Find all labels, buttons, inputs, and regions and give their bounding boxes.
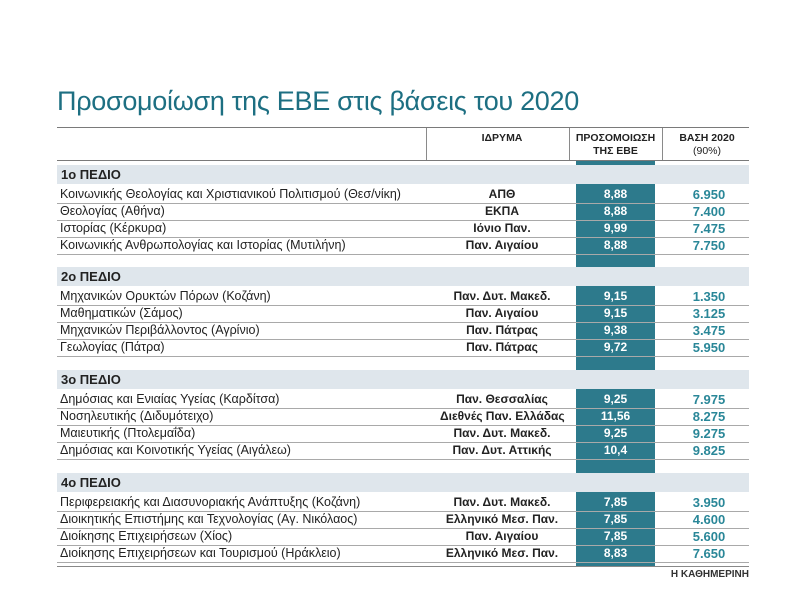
header-separator [569, 128, 570, 160]
table-row [57, 528, 749, 546]
base-score: 5.950 [692, 340, 726, 355]
section-label: 4ο ΠΕΔΙΟ [61, 475, 121, 490]
column-header-base-line1: ΒΑΣΗ 2020 [679, 132, 735, 144]
table-row [57, 494, 749, 512]
base-score: 7.750 [692, 238, 726, 253]
simulation-score: 11,56 [600, 409, 631, 423]
simulation-score: 7,85 [603, 495, 628, 509]
table-row [57, 237, 749, 255]
base-score: 7.475 [692, 221, 726, 236]
column-header-institution-label: ΙΔΡΥΜΑ [481, 132, 523, 144]
simulation-score: 10,4 [603, 443, 628, 457]
simulation-score: 7,85 [603, 529, 628, 543]
department-name: Θεολογίας (Αθήνα) [60, 204, 165, 218]
department-name: Διοίκησης Επιχειρήσεων και Τουρισμού (Ηράκλειο) [60, 546, 341, 560]
section-label: 3ο ΠΕΔΙΟ [61, 372, 121, 387]
base-score: 7.975 [692, 392, 726, 407]
table-row [57, 203, 749, 221]
column-header-institution [440, 132, 564, 145]
table-row [57, 186, 749, 204]
base-score: 1.350 [692, 289, 726, 304]
table-row [57, 545, 749, 563]
table-row [57, 305, 749, 323]
table-row [57, 288, 749, 306]
institution-name: Παν. Θεσσαλίας [456, 392, 548, 406]
table-row [57, 511, 749, 529]
institution-name: Παν. Αιγαίου [465, 529, 539, 543]
base-score: 4.600 [692, 512, 726, 527]
base-score: 7.650 [692, 546, 726, 561]
simulation-score: 9,15 [603, 306, 628, 320]
department-name: Δημόσιας και Ενιαίας Υγείας (Καρδίτσα) [60, 392, 280, 406]
source-credit: Η ΚΑΘΗΜΕΡΙΝΗ [670, 569, 749, 580]
footer-rule [57, 566, 749, 567]
table-row [57, 391, 749, 409]
header-separator [662, 128, 663, 160]
section-header [57, 165, 749, 184]
department-name: Νοσηλευτικής (Διδυμότειχο) [60, 409, 214, 423]
institution-name: Διεθνές Παν. Ελλάδας [440, 409, 565, 423]
section-header [57, 267, 749, 286]
department-name: Διοίκησης Επιχειρήσεων (Χίος) [60, 529, 233, 543]
institution-name: Παν. Δυτ. Μακεδ. [453, 495, 551, 509]
simulation-score: 8,83 [603, 546, 628, 560]
simulation-score: 9,72 [603, 340, 628, 354]
institution-name: Παν. Πάτρας [466, 340, 538, 354]
simulation-score: 7,85 [603, 512, 628, 526]
department-name: Μηχανικών Ορυκτών Πόρων (Κοζάνη) [60, 289, 271, 303]
institution-name: Παν. Αιγαίου [465, 306, 539, 320]
base-score: 5.600 [692, 529, 726, 544]
department-name: Γεωλογίας (Πάτρα) [60, 340, 165, 354]
department-name: Μαιευτικής (Πτολεμαΐδα) [60, 426, 196, 440]
base-score: 9.825 [692, 443, 726, 458]
table-row [57, 339, 749, 357]
simulation-score: 9,15 [603, 289, 628, 303]
title-rule [57, 127, 749, 128]
simulation-score: 9,25 [603, 392, 628, 406]
header-rule [57, 160, 749, 161]
table-row [57, 425, 749, 443]
base-score: 8.275 [692, 409, 726, 424]
institution-name: Ελληνικό Μεσ. Παν. [445, 512, 559, 526]
column-header-base [665, 132, 749, 158]
section-label: 1ο ΠΕΔΙΟ [61, 167, 121, 182]
department-name: Δημόσιας και Κοινοτικής Υγείας (Αιγάλεω) [60, 443, 291, 457]
base-score: 3.950 [692, 495, 726, 510]
table-row [57, 442, 749, 460]
column-header-simulation-line2: ΤΗΣ ΕΒΕ [593, 145, 638, 157]
table-row [57, 408, 749, 426]
department-name: Περιφερειακής και Διασυνοριακής Ανάπτυξης (Κοζάνη) [60, 495, 361, 509]
section-header [57, 370, 749, 389]
simulation-score: 9,38 [603, 323, 628, 337]
simulation-score: 8,88 [603, 238, 628, 252]
institution-name: ΑΠΘ [488, 187, 516, 201]
institution-name: Ελληνικό Μεσ. Παν. [445, 546, 559, 560]
base-score: 3.475 [692, 323, 726, 338]
department-name: Μηχανικών Περιβάλλοντος (Αγρίνιο) [60, 323, 260, 337]
header-separator [426, 128, 427, 160]
department-name: Κοινωνικής Ανθρωπολογίας και Ιστορίας (Μυτιλήνη) [60, 238, 346, 252]
section-header [57, 473, 749, 492]
base-score: 3.125 [692, 306, 726, 321]
institution-name: Ιόνιο Παν. [473, 221, 531, 235]
department-name: Ιστορίας (Κέρκυρα) [60, 221, 167, 235]
department-name: Μαθηματικών (Σάμος) [60, 306, 183, 320]
institution-name: Παν. Αιγαίου [465, 238, 539, 252]
simulation-score: 9,25 [603, 426, 628, 440]
simulation-score: 9,99 [603, 221, 628, 235]
table-row [57, 322, 749, 340]
simulation-score: 8,88 [603, 187, 628, 201]
page-title: Προσομοίωση της ΕΒΕ στις βάσεις του 2020 [57, 86, 579, 116]
section-label: 2ο ΠΕΔΙΟ [61, 269, 121, 284]
column-header-simulation-line1: ΠΡΟΣΟΜΟΙΩΣΗ [575, 132, 656, 144]
department-name: Κοινωνικής Θεολογίας και Χριστιανικού Πολιτισμού (Θεσ/νίκη) [60, 187, 401, 201]
column-header-simulation [568, 132, 663, 158]
department-name: Διοικητικής Επιστήμης και Τεχνολογίας (Αγ. Νικόλαος) [60, 512, 358, 526]
base-score: 9.275 [692, 426, 726, 441]
base-score: 7.400 [692, 204, 726, 219]
base-score: 6.950 [692, 187, 726, 202]
institution-name: Παν. Δυτ. Μακεδ. [453, 426, 551, 440]
column-header-base-line2: (90%) [692, 145, 721, 157]
institution-name: Παν. Πάτρας [466, 323, 538, 337]
institution-name: ΕΚΠΑ [484, 204, 519, 218]
institution-name: Παν. Δυτ. Αττικής [452, 443, 552, 457]
table-row [57, 220, 749, 238]
simulation-score: 8,88 [603, 204, 628, 218]
institution-name: Παν. Δυτ. Μακεδ. [453, 289, 551, 303]
